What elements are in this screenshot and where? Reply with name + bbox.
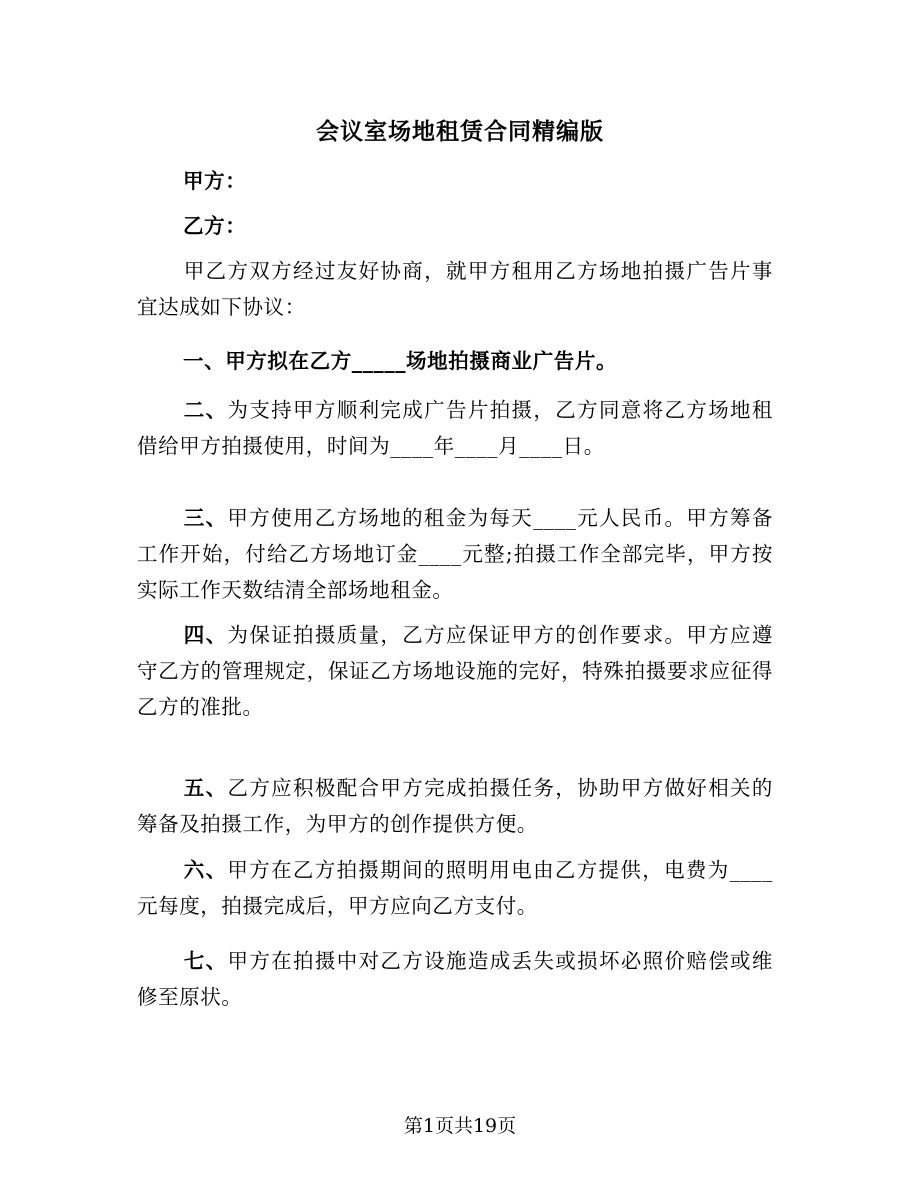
clause-4-number: 四、: [183, 623, 228, 647]
clause-5: [137, 770, 773, 842]
clause-7: [137, 943, 773, 1015]
page-number: 第1页共19页: [403, 1115, 517, 1137]
clause-1-text: 甲方拟在乙方_____场地拍摄商业广告片。: [225, 349, 618, 373]
clause-2-number: 二、: [183, 398, 228, 422]
party-a-label: 甲方：: [183, 169, 247, 193]
intro-text: 甲乙方双方经过友好协商，就甲方租用乙方场地拍摄广告片事宜达成如下协议：: [137, 259, 773, 319]
clause-5-text: 乙方应积极配合甲方完成拍摄任务，协助甲方做好相关的筹备及拍摄工作，为甲方的创作提供方便。: [137, 776, 774, 836]
clause-1: [137, 343, 773, 379]
clause-6: [137, 852, 773, 924]
clause-3: [137, 500, 773, 608]
intro-paragraph: [137, 253, 773, 325]
clause-7-text: 甲方在拍摄中对乙方设施造成丢失或损坏必照价赔偿或维修至原状。: [137, 949, 774, 1009]
clause-2-text: 为支持甲方顺利完成广告片拍摄，乙方同意将乙方场地租借给甲方拍摄使用，时间为____年____月____日。: [137, 398, 774, 458]
clause-4-text: 为保证拍摄质量，乙方应保证甲方的创作要求。甲方应遵守乙方的管理规定，保证乙方场地设施的完好，特殊拍摄要求应征得乙方的准批。: [137, 623, 774, 719]
clause-4: [137, 617, 773, 725]
clause-6-text: 甲方在乙方拍摄期间的照明用电由乙方提供，电费为____元每度，拍摄完成后，甲方应向乙方支付。: [137, 858, 773, 918]
clause-6-number: 六、: [183, 858, 228, 882]
clause-1-number: 一、: [183, 349, 226, 373]
clause-2: [137, 392, 773, 464]
clause-5-number: 五、: [183, 776, 228, 800]
clause-3-text: 甲方使用乙方场地的租金为每天____元人民币。甲方筹备工作开始，付给乙方场地订金____元整;拍摄工作全部完毕，甲方按实际工作天数结清全部场地租金。: [137, 506, 773, 602]
document-title: 会议室场地租赁合同精编版: [316, 118, 604, 145]
clause-3-number: 三、: [183, 506, 228, 530]
clause-7-number: 七、: [183, 949, 228, 973]
party-b-label: 乙方：: [183, 214, 247, 238]
